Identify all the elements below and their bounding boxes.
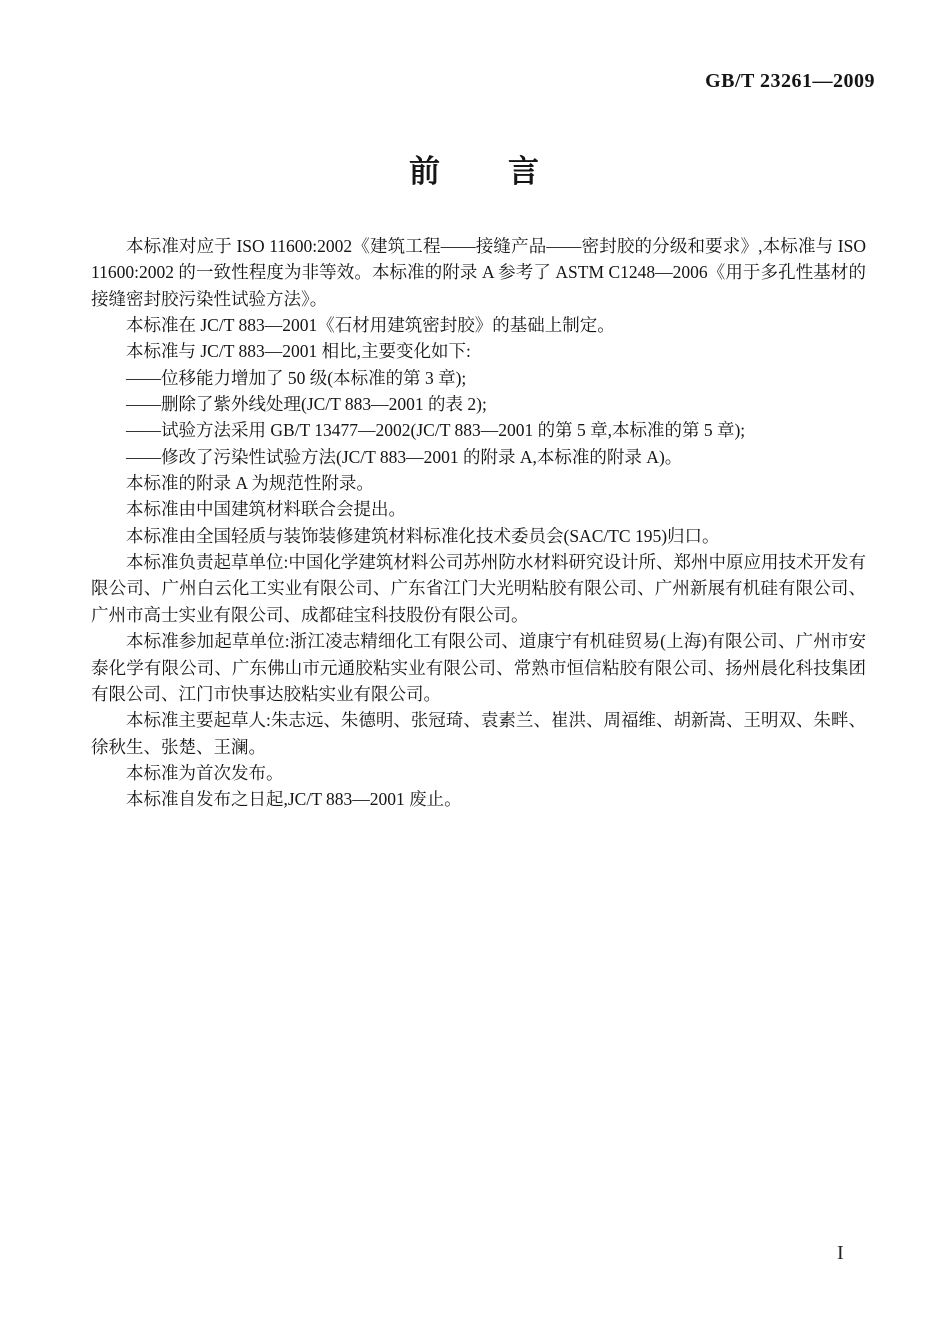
paragraph-annex: 本标准的附录 A 为规范性附录。 xyxy=(126,473,374,494)
page-title: 前 言 xyxy=(409,154,541,189)
paragraph-participating-units: 本标准参加起草单位:浙江凌志精细化工有限公司、道康宁有机硅贸易(上海)有限公司、广州市安泰化学有限公司、广东佛山市元通胶粘实业有限公司、常熟市恒信粘胶有限公司、扬州晨化科技集团有限公司、江门市快事达胶粘实业有限公司。 xyxy=(91,631,866,704)
change-item: ——位移能力增加了 50 级(本标准的第 3 章); xyxy=(126,367,467,388)
change-item: ——试验方法采用 GB/T 13477—2002(JC/T 883—2001 的第 5 章,本标准的第 5 章); xyxy=(126,420,746,441)
paragraph-drafters: 本标准主要起草人:朱志远、朱德明、张冠琦、袁素兰、崔洪、周福维、胡新嵩、王明双、朱畔、徐秋生、张楚、王澜。 xyxy=(91,710,866,757)
paragraph-chief-drafting-units: 本标准负责起草单位:中国化学建筑材料公司苏州防水材料研究设计所、郑州中原应用技术开发有限公司、广州白云化工实业有限公司、广东省江门大光明粘胶有限公司、广州新展有机硅有限公司、广州市高士实业有限公司、成都硅宝科技股份有限公司。 xyxy=(91,552,866,625)
paragraph-basis: 本标准在 JC/T 883—2001《石材用建筑密封胶》的基础上制定。 xyxy=(126,315,615,336)
paragraph-proposer: 本标准由中国建筑材料联合会提出。 xyxy=(126,499,406,520)
paragraph-changes-lead: 本标准与 JC/T 883—2001 相比,主要变化如下: xyxy=(126,341,471,362)
paragraph-first-issue: 本标准为首次发布。 xyxy=(126,762,284,783)
paragraph-supersedes: 本标准自发布之日起,JC/T 883—2001 废止。 xyxy=(126,789,462,810)
paragraph-committee: 本标准由全国轻质与装饰装修建筑材料标准化技术委员会(SAC/TC 195)归口。 xyxy=(126,525,720,546)
page-number: I xyxy=(837,1242,844,1264)
standard-code: GB/T 23261—2009 xyxy=(705,70,875,92)
foreword-body xyxy=(91,233,866,813)
paragraph-intro: 本标准对应于 ISO 11600:2002《建筑工程——接缝产品——密封胶的分级和要求》,本标准与 ISO 11600:2002 的一致性程度为非等效。本标准的附录 A 参考了 ASTM C1248—2006《用于多孔性基材的接缝密封胶污染性试验方法》。 xyxy=(91,236,866,309)
change-item: ——删除了紫外线处理(JC/T 883—2001 的表 2); xyxy=(126,394,487,415)
change-item: ——修改了污染性试验方法(JC/T 883—2001 的附录 A,本标准的附录 A)。 xyxy=(126,446,683,467)
